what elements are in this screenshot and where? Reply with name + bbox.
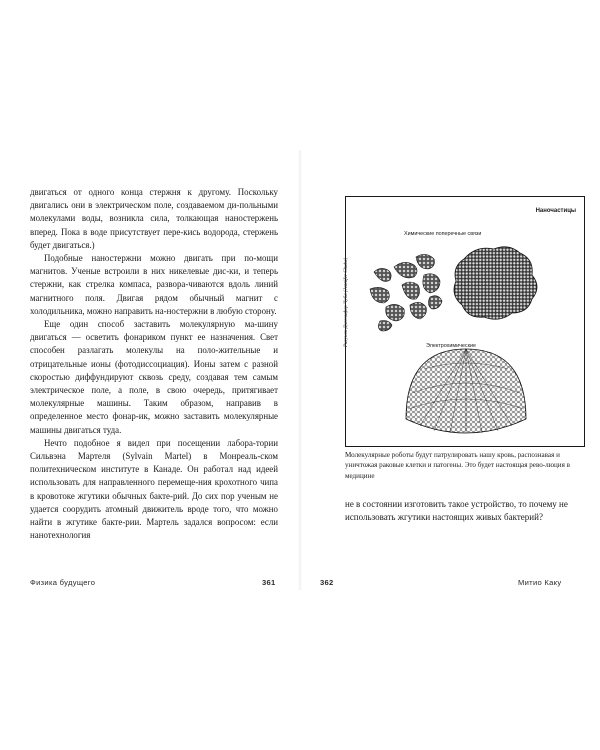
crosslinked-particle [454,247,537,320]
electrochemical-particle [406,349,526,433]
figure-caption: Молекулярные роботы будут патрулировать нашу кровь, распознавая и уничтожая раковые клетки и патогены. Это будет настоящая рево-люция в медицине [345,451,570,480]
right-page-body: не в состоянии изготовить такое устройство, то почему не использовать жгутики настоящих живых бактерий? [345,499,568,523]
electrochemical-label: Электрохимические [426,343,476,349]
crosslinks-label: Химические поперечные связи [404,231,482,237]
paragraph: Подобные наностержни можно двигать при по-мощи магнитов. Ученые встроили в них никелевые дис-ки, и теперь стержни, как стрелка компаса, развора-чиваются вдоль линий магнитного поля. Двигая рядом обычный магнит с холодильника, можно направить на-ностержни в любую сторону. [30,253,278,316]
right-page [300,0,600,750]
page-number: 361 [262,578,276,587]
paragraph: Еще один способ заставить молекулярную ма-шину двигаться — осветить фонариком пункт ее назначения. Свет способен разлагать молекулы на поло-жительные и отрицательные ионы (фотодиссоциация). Ионы затем с разной скоростью диффундируют сквозь среду, создавая тем самым электрическое поле, а поле, в свою очередь, притягивает молекулярные машины. Таким образом, направив в определенное место фонар-ик, можно заставить молекулярные машины двигаться туда. [30,319,278,435]
figure-title: Наночастицы [535,208,576,214]
fragmented-particle [370,254,442,331]
nanoparticles-figure [345,196,585,447]
paragraph: двигаться от одного конца стержня к другому. Поскольку двигались они в электрическом поле, создаваемом ди-польными молекулами воды, возникла сила, толкающая наностержень вперед. Пока в воде присутствует пере-кись водорода, стержень будет двигаться.) [30,187,278,250]
running-footer-title: Физика будущего [30,578,96,587]
running-footer-title: Митио Каку [518,578,562,587]
left-page-body [30,186,278,542]
figure-credit: Рисунок Дженифер Чуба (Jennifer Chuba) [344,257,349,347]
page-number: 362 [320,578,334,587]
paragraph: Нечто подобное я видел при посещении лабора-тории Сильвэна Мартеля (Sylvain Martel) в Монреаль-ском политехническом институте в Канаде. Он работал над идеей использовать для направленного перемеще-ния крохотного чипа в кровотоке жгутики обычных бакте-рий. До сих пор ученым не удается соорудить атомный движитель вроде того, что можно найти в жгутике бакте-рии. Мартель задался вопросом: если нанотехнология [30,437,278,541]
